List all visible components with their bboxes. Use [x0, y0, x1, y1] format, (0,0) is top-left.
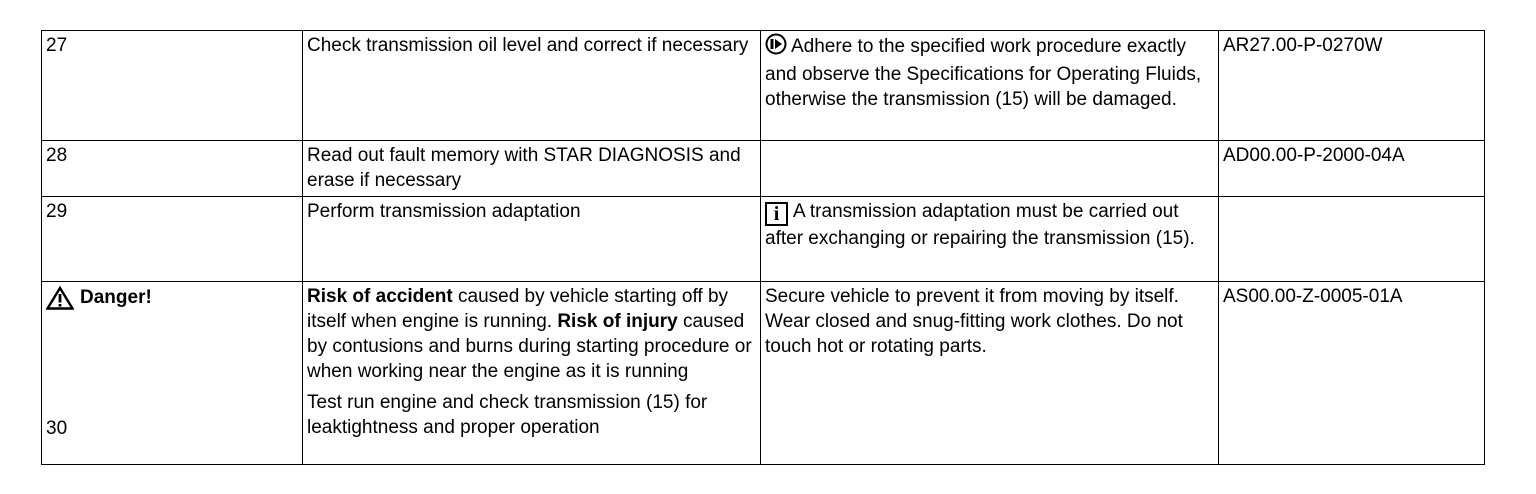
measure-clothing: Wear closed and snug-fitting work clothes. Do not touch hot or rotating parts. — [765, 311, 1183, 357]
info-icon: i — [765, 202, 788, 226]
procedure-table — [41, 30, 1485, 465]
step-note — [761, 197, 1219, 282]
note-text: A transmission adaptation must be carried out after exchanging or repairing the transmission (15). — [765, 201, 1195, 249]
danger-header — [46, 285, 299, 310]
measure-secure: Secure vehicle to prevent it from moving by itself. — [765, 286, 1179, 307]
reference-link[interactable]: AD00.00-P-2000-04A — [1219, 141, 1485, 197]
reference-link[interactable]: AS00.00-Z-0005-01A — [1219, 282, 1485, 465]
stop-circle-icon — [765, 33, 787, 62]
table-row — [42, 31, 1485, 141]
step-number: 30 — [46, 418, 68, 439]
step-action: Read out fault memory with STAR DIAGNOSIS and erase if necessary — [303, 141, 761, 197]
step-action: Perform transmission adaptation — [303, 197, 761, 282]
step-note — [761, 141, 1219, 197]
danger-description — [303, 282, 761, 465]
risk-text — [307, 284, 757, 384]
step-number: 28 — [42, 141, 303, 197]
note-text: Adhere to the specified work procedure exactly and observe the Specifications for Operating Fluids, otherwise the transmission (15) will be damaged. — [765, 36, 1202, 110]
danger-cell — [42, 282, 303, 465]
table-row — [42, 141, 1485, 197]
step-number: 29 — [42, 197, 303, 282]
reference-link[interactable]: AR27.00-P-0270W — [1219, 31, 1485, 141]
danger-measures — [761, 282, 1219, 465]
table-row — [42, 197, 1485, 282]
risk-injury-label: Risk of injury — [557, 311, 678, 332]
step-note — [761, 31, 1219, 141]
step-number: 27 — [42, 31, 303, 141]
risk-accident-text: caused by vehicle starting off by itself when engine is running. — [307, 286, 729, 332]
warning-triangle-icon — [46, 286, 74, 310]
reference-link — [1219, 197, 1485, 282]
danger-label: Danger! — [80, 287, 152, 308]
table-row — [42, 282, 1485, 465]
step-action: Check transmission oil level and correct if necessary — [303, 31, 761, 141]
risk-accident-label: Risk of accident — [307, 286, 453, 307]
risk-injury-text: caused by contusions and burns during starting procedure or when working near the engine as it is running — [307, 311, 752, 382]
step-action: Test run engine and check transmission (15) for leaktightness and proper operation — [307, 392, 708, 438]
